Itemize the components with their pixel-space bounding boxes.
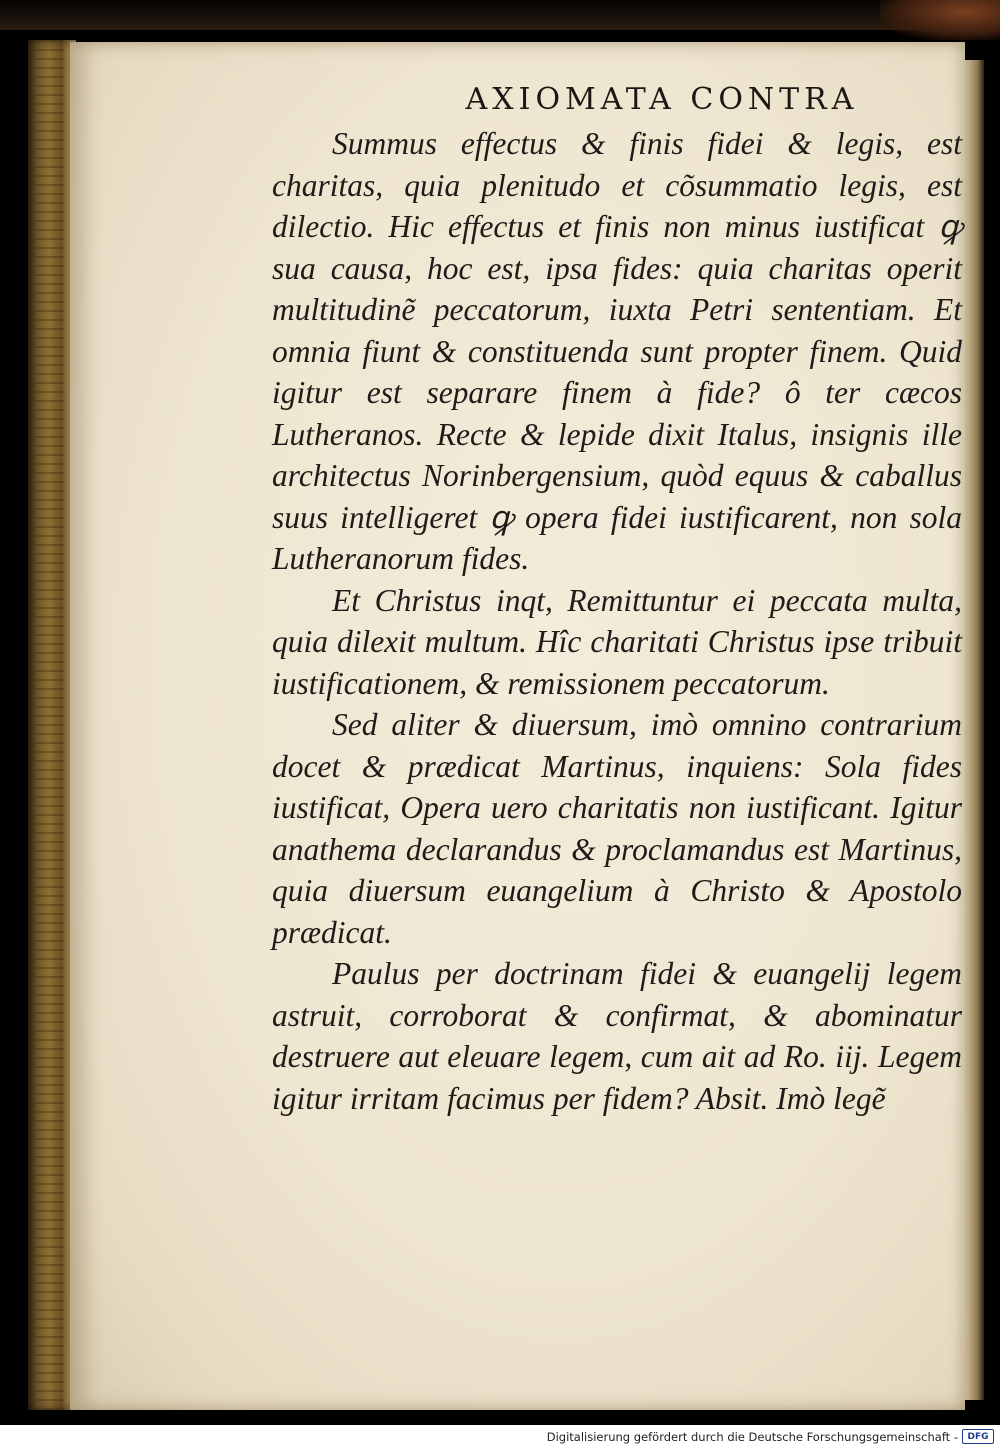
book-cover-corner (880, 0, 1000, 40)
body-text (272, 123, 962, 1119)
page-text-block (272, 82, 962, 1119)
paragraph-3: Sed aliter & diuersum, imò omnino contrarium docet & prædicat Martinus, inquiens: Sola fides iustificat, Opera uero charitatis non iustificant. Igitur anathema declarandus & proclamandus est Martinus, quia diuersum euangelium à Christo & Apostolo prædicat. (272, 707, 962, 950)
running-head: AXIOMATA CONTRA (465, 82, 859, 117)
paragraph-4: Paulus per doctrinam fidei & euangelij legem astruit, corroborat & confirmat, & abominatur destruere aut eleuare legem, cum ait ad Ro. iij. Legem igitur irritam facimus per fidem? Absit. Imò legẽ (272, 956, 962, 1116)
paragraph-2: Et Christus inqt, Remittuntur ei peccata multa, quia dilexit multum. Hîc charitati Christus ipse tribuit iustificationem, & remissionem peccatorum. (272, 582, 962, 701)
digitization-footer (0, 1425, 1000, 1449)
book-top-edge (0, 0, 1000, 30)
dfg-logo-icon: DFG (962, 1429, 994, 1444)
footer-credit: Digitalisierung gefördert durch die Deutsche Forschungsgemeinschaft - (546, 1430, 958, 1444)
paragraph-1: Summus effectus & finis fidei & legis, est charitas, quia plenitudo et cõsummatio legis, est dilectio. Hic effectus et finis non minus iustificat ꝙ sua causa, hoc est, ipsa fides: quia charitas operit multitudinẽ peccatorum, iuxta Petri sententiam. Et omnia fiunt & constituenda sunt propter finem. Quid igitur est separare finem à fide? ô ter cæcos Lutheranos. Recte & lepide dixit Italus, insignis ille architectus Norinbergensium, quòd equus & caballus suus intelligeret ꝙ opera fidei iustificarent, non sola Lutheranorum fides. (272, 126, 962, 576)
book-page (70, 42, 965, 1410)
book-binding (28, 40, 76, 1410)
